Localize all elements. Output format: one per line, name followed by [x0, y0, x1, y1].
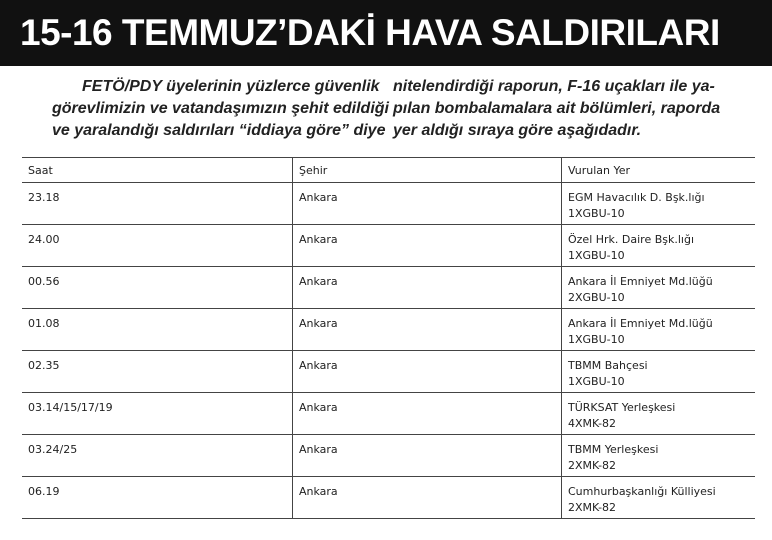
cell-target — [562, 477, 756, 519]
table-row — [22, 267, 755, 309]
cell-time: 02.35 — [22, 351, 293, 393]
munition-code: 1XGBU-10 — [568, 249, 625, 262]
cell-city: Ankara — [293, 477, 562, 519]
intro-right-column — [393, 76, 745, 142]
table-row — [22, 393, 755, 435]
target-place: TÜRKSAT Yerleşkesi — [568, 401, 676, 414]
table-header-row — [22, 158, 755, 183]
munition-code: 2XMK-82 — [568, 459, 617, 472]
cell-city: Ankara — [293, 435, 562, 477]
table-row — [22, 435, 755, 477]
munition-code: 2XGBU-10 — [568, 291, 625, 304]
target-place: EGM Havacılık D. Bşk.lığı — [568, 191, 705, 204]
cell-time: 06.19 — [22, 477, 293, 519]
cell-city: Ankara — [293, 267, 562, 309]
intro-line: nitelendirdiği raporun, F-16 uçakları ile ya- — [393, 78, 715, 95]
cell-target — [562, 309, 756, 351]
title-banner — [0, 0, 772, 66]
cell-time: 03.14/15/17/19 — [22, 393, 293, 435]
cell-target — [562, 267, 756, 309]
cell-city: Ankara — [293, 225, 562, 267]
cell-target — [562, 435, 756, 477]
target-place: Ankara İl Emniyet Md.lüğü — [568, 317, 713, 330]
cell-time: 03.24/25 — [22, 435, 293, 477]
target-place: TBMM Yerleşkesi — [568, 443, 659, 456]
intro-line: ve yaralandığı saldırıları “iddiaya göre” diye — [52, 122, 386, 139]
munition-code: 4XMK-82 — [568, 417, 617, 430]
cell-city: Ankara — [293, 393, 562, 435]
target-place: Ankara İl Emniyet Md.lüğü — [568, 275, 713, 288]
cell-city: Ankara — [293, 351, 562, 393]
header-time: Saat — [22, 158, 293, 183]
munition-code: 1XGBU-10 — [568, 375, 625, 388]
cell-time: 24.00 — [22, 225, 293, 267]
page-title: 15-16 TEMMUZ’DAKİ HAVA SALDIRILARI — [20, 12, 720, 53]
table-row — [22, 477, 755, 519]
air-strikes-table — [22, 157, 755, 519]
header-target: Vurulan Yer — [562, 158, 756, 183]
cell-target — [562, 225, 756, 267]
table-row — [22, 351, 755, 393]
cell-target — [562, 351, 756, 393]
target-place: TBMM Bahçesi — [568, 359, 648, 372]
table-row — [22, 183, 755, 225]
cell-target — [562, 393, 756, 435]
intro-line: pılan bombalamalara ait bölümleri, raporda — [393, 100, 721, 117]
header-city: Şehir — [293, 158, 562, 183]
munition-code: 1XGBU-10 — [568, 207, 625, 220]
cell-time: 00.56 — [22, 267, 293, 309]
cell-target — [562, 183, 756, 225]
target-place: Özel Hrk. Daire Bşk.lığı — [568, 233, 695, 246]
table-row — [22, 225, 755, 267]
intro-line: FETÖ/PDY üyelerinin yüzlerce güvenlik — [82, 78, 380, 95]
intro-line: görevlimizin ve vatandaşımızın şehit edildiği — [52, 100, 389, 117]
munition-code: 2XMK-82 — [568, 501, 617, 514]
table-row — [22, 309, 755, 351]
target-place: Cumhurbaşkanlığı Külliyesi — [568, 485, 716, 498]
intro-left-column — [26, 76, 389, 142]
cell-city: Ankara — [293, 309, 562, 351]
munition-code: 1XGBU-10 — [568, 333, 625, 346]
cell-city: Ankara — [293, 183, 562, 225]
cell-time: 23.18 — [22, 183, 293, 225]
intro-line: yer aldığı sıraya göre aşağıdadır. — [393, 122, 642, 139]
cell-time: 01.08 — [22, 309, 293, 351]
